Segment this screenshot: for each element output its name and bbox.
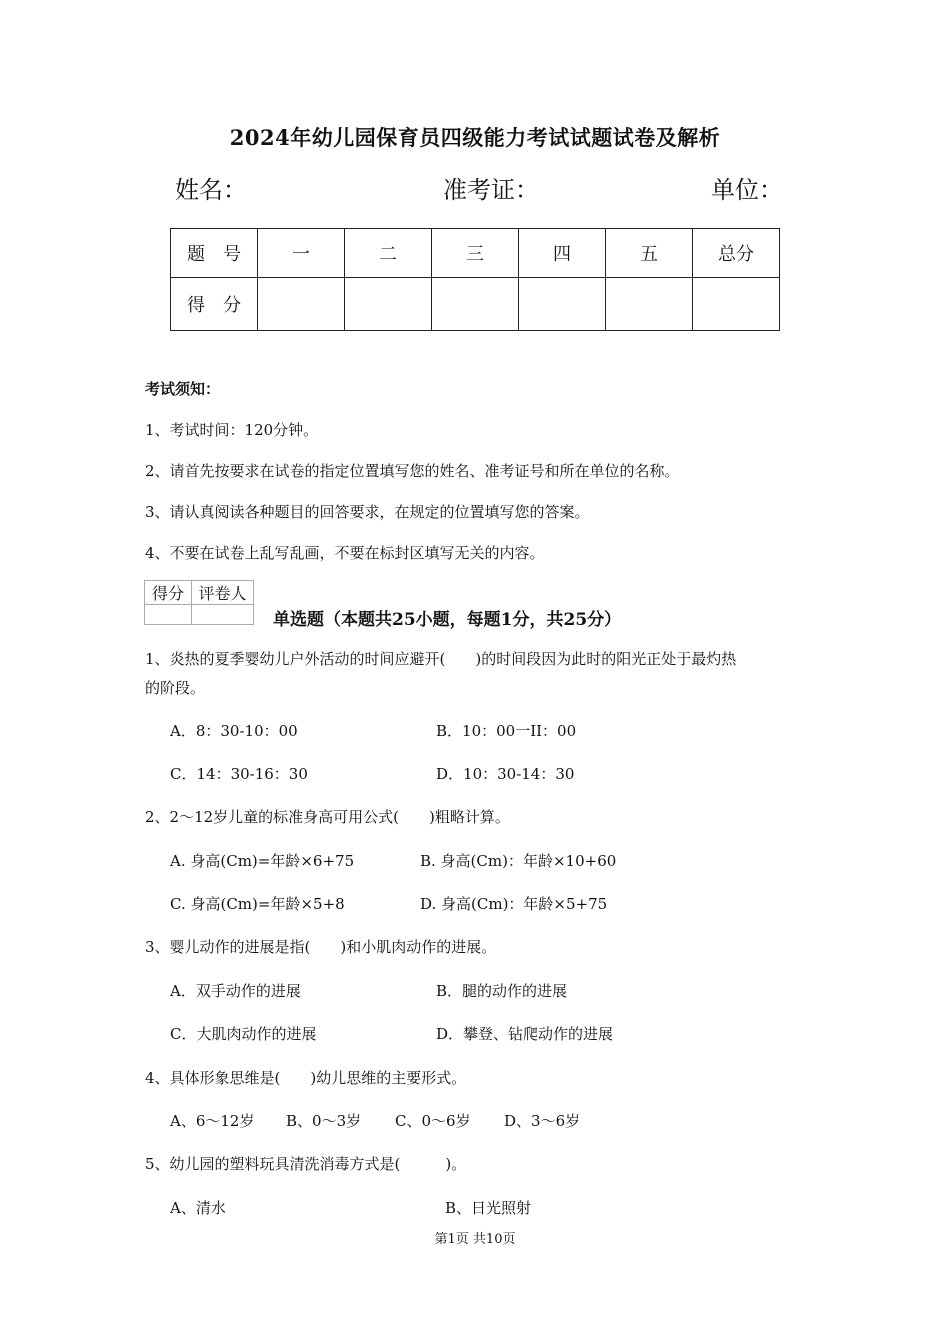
score-cell[interactable]	[519, 278, 606, 331]
name-label: 姓名：	[175, 176, 247, 204]
score-header-cell: 总分	[693, 229, 780, 278]
notice-item: 4、不要在试卷上乱写乱画，不要在标封区填写无关的内容。	[145, 544, 545, 562]
score-cell[interactable]	[345, 278, 432, 331]
exam-id-label: 准考证：	[443, 176, 539, 204]
grader-name-label: 评卷人	[192, 581, 254, 605]
option-a[interactable]: A．双手动作的进展	[170, 982, 301, 1000]
option-a[interactable]: A. 身高(Cm)=年龄×6+75	[170, 852, 355, 870]
unit-label: 单位：	[711, 176, 783, 204]
option-a[interactable]: A、清水	[170, 1199, 226, 1217]
grader-score-label: 得分	[145, 581, 192, 605]
question-text: 5、幼儿园的塑料玩具清洗消毒方式是( )。	[145, 1155, 467, 1173]
score-header-cell: 四	[519, 229, 606, 278]
score-header-cell: 二	[345, 229, 432, 278]
question-text: 4、具体形象思维是( )幼儿思维的主要形式。	[145, 1069, 467, 1087]
option-a[interactable]: A、6～12岁	[170, 1112, 255, 1130]
notice-item: 3、请认真阅读各种题目的回答要求，在规定的位置填写您的答案。	[145, 503, 590, 521]
grader-score-cell[interactable]	[145, 605, 192, 625]
option-c[interactable]: C．14：30-16：30	[170, 765, 308, 783]
notice-item: 1、考试时间：120分钟。	[145, 421, 319, 439]
option-a[interactable]: A．8：30-10：00	[170, 722, 298, 740]
question-text: 2、2～12岁儿童的标准身高可用公式( )粗略计算。	[145, 808, 510, 826]
option-d[interactable]: D．攀登、钻爬动作的进展	[436, 1025, 614, 1043]
section-title: 单选题（本题共25小题，每题1分，共25分）	[273, 610, 622, 630]
option-d[interactable]: D．10：30-14：30	[436, 765, 575, 783]
option-c[interactable]: C、0～6岁	[395, 1112, 471, 1130]
score-header-cell: 题 号	[171, 229, 258, 278]
page-footer: 第1页 共10页	[434, 1232, 516, 1247]
score-header-cell: 五	[606, 229, 693, 278]
option-d[interactable]: D. 身高(Cm)：年龄×5+75	[420, 895, 608, 913]
score-cell[interactable]	[432, 278, 519, 331]
score-table-header-row	[171, 229, 780, 278]
option-b[interactable]: B、0～3岁	[286, 1112, 362, 1130]
option-b[interactable]: B、日光照射	[445, 1199, 532, 1217]
score-table	[170, 228, 780, 331]
score-row-label: 得 分	[171, 278, 258, 331]
question-text: 1、炎热的夏季婴幼儿户外活动的时间应避开( )的时间段因为此时的阳光正处于最灼热	[145, 650, 737, 668]
option-b[interactable]: B．10：00一II：00	[436, 722, 577, 740]
option-c[interactable]: C. 身高(Cm)=年龄×5+8	[170, 895, 345, 913]
grader-box	[144, 580, 254, 625]
score-cell[interactable]	[258, 278, 345, 331]
score-cell[interactable]	[693, 278, 780, 331]
score-table-score-row	[171, 278, 780, 331]
option-c[interactable]: C．大肌肉动作的进展	[170, 1025, 317, 1043]
score-header-cell: 一	[258, 229, 345, 278]
option-b[interactable]: B．腿的动作的进展	[436, 982, 568, 1000]
option-d[interactable]: D、3～6岁	[504, 1112, 581, 1130]
score-header-cell: 三	[432, 229, 519, 278]
page-title: 2024年幼儿园保育员四级能力考试试题试卷及解析	[229, 125, 721, 150]
grader-name-cell[interactable]	[192, 605, 254, 625]
question-text: 的阶段。	[145, 679, 206, 697]
notice-item: 2、请首先按要求在试卷的指定位置填写您的姓名、准考证号和所在单位的名称。	[145, 462, 680, 480]
option-b[interactable]: B. 身高(Cm)：年龄×10+60	[420, 852, 617, 870]
question-text: 3、婴儿动作的进展是指( )和小肌肉动作的进展。	[145, 938, 497, 956]
score-cell[interactable]	[606, 278, 693, 331]
notice-title: 考试须知：	[145, 380, 221, 398]
